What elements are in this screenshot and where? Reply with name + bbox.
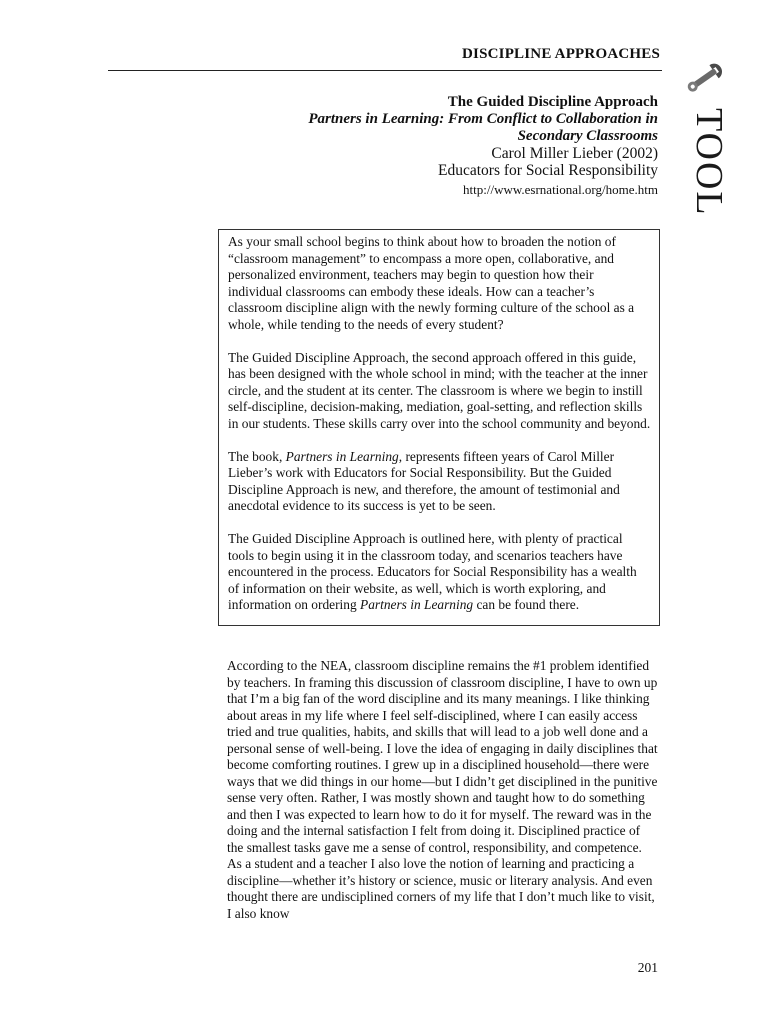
text-run: The book, xyxy=(228,448,286,464)
citation-block xyxy=(270,94,658,198)
citation-author: Carol Miller Lieber (2002) xyxy=(491,145,658,162)
page-number: 201 xyxy=(637,960,658,975)
tool-tab-label: TOOL xyxy=(688,108,730,217)
citation-book-title-line2: Secondary Classrooms xyxy=(517,128,658,144)
wrench-icon xyxy=(682,58,728,98)
body-paragraph-1: According to the NEA, classroom discipline remains the #1 problem identified by teachers. In framing this discussion of classroom discipline, I have to own up that I’m a big fan of the word discipline and its many meanings. I like thinking about areas in my life where I feel self-disciplined, where I can easily access tried and true qualities, habits, and skills that will lead to a job well done and a personal sense of well-being. I love the idea of engaging in daily disciplines that become comforting routines. I grew up in a disciplined household—there were ways that we did things in our home—but I didn’t get disciplined in the punitive sense very often. Rather, I was mostly shown and taught how to do something and then I was expected to learn how to do it for myself. The reward was in the doing and the internal satisfaction I felt from doing it. Disciplined practice of the smallest tasks gave me a sense of control, responsibility, and competence. As a student and a teacher I also love the notion of learning and practicing a discipline—whether it’s history or science, music or literary analysis. And even thought there are undisciplined corners of my life that I don’t much like to visit, I also know xyxy=(227,658,658,921)
intro-paragraph-4 xyxy=(228,531,651,614)
book-title-italic: Partners in Learning xyxy=(285,448,399,464)
header-rule xyxy=(108,70,662,71)
citation-title: The Guided Discipline Approach xyxy=(447,94,658,110)
text-run: , represents fifteen years of Carol Miller Lieber’s work with Educators for Social Responsibility. But the Guided Discipline Approach is new, and therefore, the amount of testimonial and anecdotal evidence to its success is yet to be seen. xyxy=(228,448,620,513)
text-run: The Guided Discipline Approach is outlined here, with plenty of practical tools to begin using it in the classroom today, and scenarios teachers have encountered in the process. Educators for Social Responsibility has a wealth of information on their website, as well, which is worth exploring, and information on ordering xyxy=(228,531,637,612)
citation-url: http://www.esrnational.org/home.htm xyxy=(463,182,658,197)
intro-box xyxy=(218,229,660,626)
body-text xyxy=(227,658,659,922)
text-run: can be found there. xyxy=(473,597,580,612)
intro-paragraph-3 xyxy=(228,449,651,515)
citation-organization: Educators for Social Responsibility xyxy=(438,162,658,179)
citation-book-title-line1: Partners in Learning: From Conflict to Collaboration in xyxy=(308,111,658,127)
book-title-italic: Partners in Learning xyxy=(360,597,474,612)
intro-paragraph-1: As your small school begins to think about how to broaden the notion of “classroom management” to encompass a more open, collaborative, and personalized environment, teachers may begin to question how their individual classrooms can embody these ideals. How can a teacher’s classroom discipline align with the newly forming culture of the school as a whole, while tending to the needs of every student? xyxy=(228,234,635,332)
intro-paragraph-2: The Guided Discipline Approach, the second approach offered in this guide, has been designed with the whole school in mind; with the teacher at the inner circle, and the student at its center. The classroom is where we begin to instill self-discipline, decision-making, mediation, goal-setting, and reflection skills in our students. These skills carry over into the school community and beyond. xyxy=(228,349,651,431)
section-header: DISCIPLINE APPROACHES xyxy=(462,46,660,62)
